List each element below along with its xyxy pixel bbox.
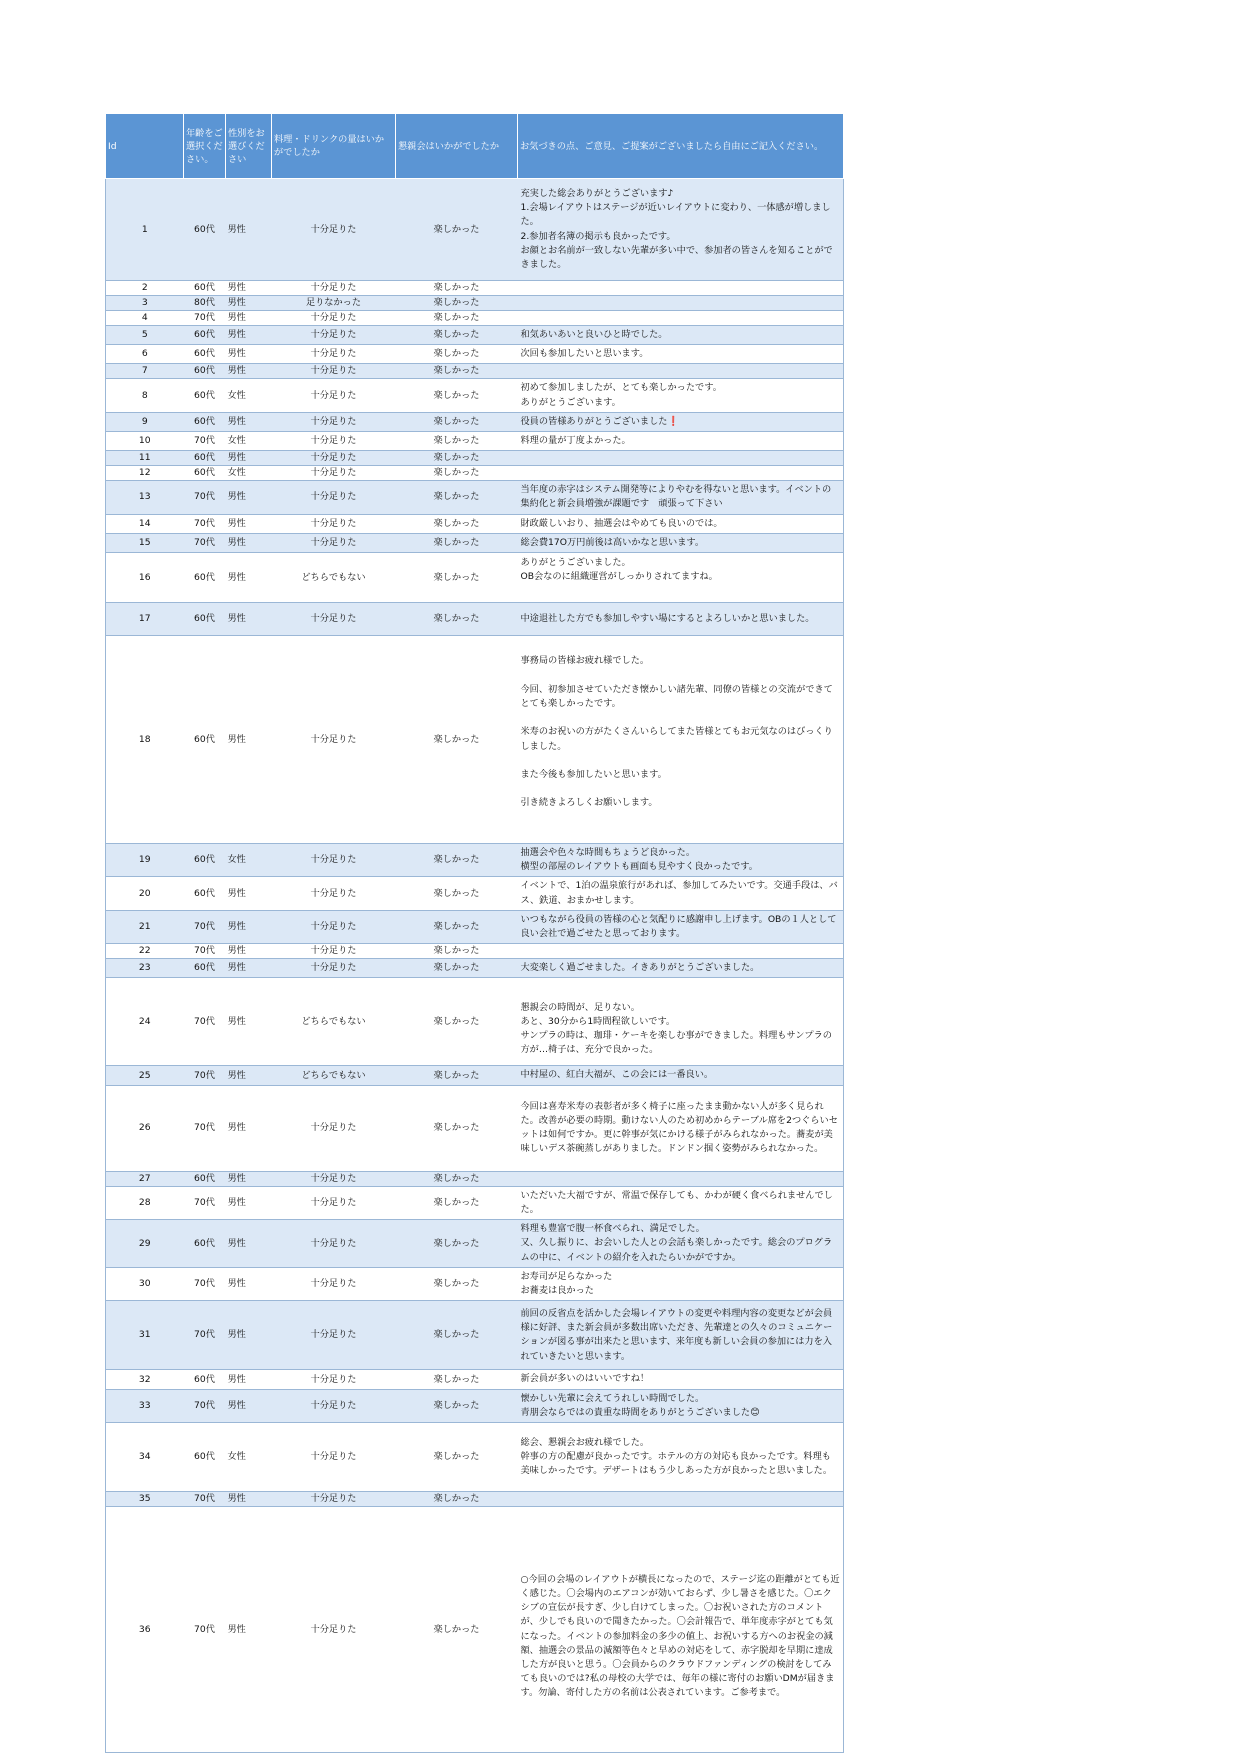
cell-party: 楽しかった — [396, 296, 518, 311]
cell-gender: 男性 — [226, 1268, 272, 1301]
cell-id: 30 — [106, 1268, 184, 1301]
cell-comment — [518, 1492, 844, 1507]
cell-party: 楽しかった — [396, 281, 518, 296]
cell-comment: 料理の量が丁度よかった。 — [518, 432, 844, 451]
cell-gender: 男性 — [226, 1301, 272, 1370]
cell-food: 十分足りた — [272, 910, 396, 943]
cell-gender: 男性 — [226, 978, 272, 1066]
cell-food: 十分足りた — [272, 1171, 396, 1186]
cell-age: 60代 — [184, 179, 226, 281]
cell-party: 楽しかった — [396, 1492, 518, 1507]
cell-party: 楽しかった — [396, 432, 518, 451]
table-row — [106, 379, 844, 412]
cell-age: 60代 — [184, 451, 226, 466]
cell-id: 26 — [106, 1085, 184, 1171]
cell-food: 十分足りた — [272, 412, 396, 431]
table-row — [106, 1507, 844, 1753]
cell-gender: 男性 — [226, 636, 272, 844]
cell-id: 24 — [106, 978, 184, 1066]
cell-age: 60代 — [184, 466, 226, 481]
cell-comment — [518, 451, 844, 466]
cell-gender: 男性 — [226, 533, 272, 552]
cell-age: 60代 — [184, 326, 226, 345]
table-row — [106, 603, 844, 636]
cell-food: 十分足りた — [272, 844, 396, 877]
table-row — [106, 514, 844, 533]
cell-id: 19 — [106, 844, 184, 877]
table-row — [106, 944, 844, 959]
table-row — [106, 364, 844, 379]
cell-food: 十分足りた — [272, 281, 396, 296]
header-row — [106, 114, 844, 179]
cell-comment: 懐かしい先輩に会えてうれしい時間でした。 青朋会ならではの貴重な時間をありがとうございました😊 — [518, 1389, 844, 1422]
cell-id: 14 — [106, 514, 184, 533]
cell-age: 60代 — [184, 412, 226, 431]
table-row — [106, 959, 844, 978]
cell-comment: 財政厳しいおり、抽選会はやめても良いのでは。 — [518, 514, 844, 533]
cell-food: 十分足りた — [272, 1268, 396, 1301]
cell-gender: 男性 — [226, 603, 272, 636]
cell-age: 70代 — [184, 1085, 226, 1171]
cell-gender: 男性 — [226, 959, 272, 978]
cell-age: 70代 — [184, 432, 226, 451]
cell-id: 31 — [106, 1301, 184, 1370]
cell-comment — [518, 296, 844, 311]
table-row — [106, 412, 844, 431]
cell-gender: 男性 — [226, 1492, 272, 1507]
cell-age: 70代 — [184, 1507, 226, 1753]
cell-id: 27 — [106, 1171, 184, 1186]
cell-comment: 今回は喜寿米寿の表彰者が多く椅子に座ったまま動かない人が多く見られた。改善が必要の時期。動けない人のため初めからテーブル席を2つぐらいセットは如何ですか。更に幹事が気にかける様子がみられなかった。蕎麦が美味しいデス茶碗蒸しがありました。ドンドン掴く姿勢がみられなかった。 — [518, 1085, 844, 1171]
cell-food: 十分足りた — [272, 379, 396, 412]
cell-food: 足りなかった — [272, 296, 396, 311]
table-row — [106, 1268, 844, 1301]
cell-comment: ありがとうございました。 OB会なのに組織運営がしっかりされてますね。 — [518, 553, 844, 603]
cell-age: 60代 — [184, 844, 226, 877]
cell-food: どちらでもない — [272, 978, 396, 1066]
cell-gender: 男性 — [226, 345, 272, 364]
cell-id: 17 — [106, 603, 184, 636]
cell-party: 楽しかった — [396, 910, 518, 943]
table-row — [106, 311, 844, 326]
cell-gender: 男性 — [226, 1389, 272, 1422]
cell-age: 60代 — [184, 636, 226, 844]
table-row — [106, 466, 844, 481]
cell-party: 楽しかった — [396, 978, 518, 1066]
cell-food: 十分足りた — [272, 179, 396, 281]
cell-comment: 初めて参加しましたが、とても楽しかったです。 ありがとうございます。 — [518, 379, 844, 412]
cell-age: 70代 — [184, 910, 226, 943]
cell-age: 60代 — [184, 364, 226, 379]
cell-id: 13 — [106, 481, 184, 514]
cell-gender: 男性 — [226, 311, 272, 326]
cell-id: 22 — [106, 944, 184, 959]
table-row — [106, 296, 844, 311]
cell-id: 23 — [106, 959, 184, 978]
cell-comment: ○今回の会場のレイアウトが横長になったので、ステージ迄の距離がとても近く感じた。〇会場内のエアコンが効いておらず、少し暑さを感じた。〇エクシブの宣伝が長すぎ、少し白けてしまった。〇お祝いされた方のコメントが、少しでも良いので聞きたかった。〇会計報告で、単年度赤字がとても気になった。イベントの参加料金の多少の値上、お祝いする方へのお祝金の減額、抽選会の景品の減額等色々と早めの対応をして、赤字脱却を早期に達成した方が良いと思う。〇会員からのクラウドファンディングの検討をしてみても良いのでは?私の母校の大学では、毎年の様に寄付のお願いDMが届きます。勿論、寄付した方の名前は公表されています。ご参考まで。 — [518, 1507, 844, 1753]
table-row — [106, 1171, 844, 1186]
cell-food: 十分足りた — [272, 944, 396, 959]
cell-comment: お寿司が足らなかった お蕎麦は良かった — [518, 1268, 844, 1301]
cell-food: 十分足りた — [272, 1186, 396, 1219]
cell-gender: 女性 — [226, 379, 272, 412]
cell-party: 楽しかった — [396, 1085, 518, 1171]
cell-id: 25 — [106, 1066, 184, 1085]
cell-gender: 男性 — [226, 481, 272, 514]
table-row — [106, 326, 844, 345]
header-comment: お気づきの点、ご意見、ご提案がございましたら自由にご記入ください。 — [518, 114, 844, 179]
cell-food: 十分足りた — [272, 1085, 396, 1171]
cell-food: どちらでもない — [272, 553, 396, 603]
cell-age: 60代 — [184, 877, 226, 910]
table-row — [106, 1423, 844, 1492]
table-row — [106, 432, 844, 451]
cell-gender: 男性 — [226, 296, 272, 311]
header-id: Id — [106, 114, 184, 179]
cell-comment: 事務局の皆様お疲れ様でした。 今回、初参加させていただき懐かしい諸先輩、同僚の皆様との交流ができてとても楽しかったです。 米寿のお祝いの方がたくさんいらしてまた皆様とてもお元気なのはびっくりしました。 また今後も参加したいと思います。 引き続きよろしくお願いします。 — [518, 636, 844, 844]
cell-food: 十分足りた — [272, 533, 396, 552]
cell-id: 18 — [106, 636, 184, 844]
cell-id: 11 — [106, 451, 184, 466]
cell-age: 70代 — [184, 1389, 226, 1422]
cell-party: 楽しかった — [396, 1507, 518, 1753]
cell-food: 十分足りた — [272, 481, 396, 514]
cell-id: 1 — [106, 179, 184, 281]
cell-party: 楽しかった — [396, 1268, 518, 1301]
cell-age: 60代 — [184, 1370, 226, 1389]
cell-id: 36 — [106, 1507, 184, 1753]
cell-food: 十分足りた — [272, 1507, 396, 1753]
cell-comment — [518, 311, 844, 326]
cell-id: 9 — [106, 412, 184, 431]
cell-comment: 新会員が多いのはいいですね！ — [518, 1370, 844, 1389]
cell-party: 楽しかった — [396, 481, 518, 514]
cell-comment — [518, 364, 844, 379]
cell-id: 21 — [106, 910, 184, 943]
cell-party: 楽しかった — [396, 514, 518, 533]
table-row — [106, 1389, 844, 1422]
cell-age: 70代 — [184, 978, 226, 1066]
cell-id: 20 — [106, 877, 184, 910]
cell-comment: 料理も豊富で腹一杯食べられ、満足でした。 又、久し振りに、お会いした人との会話も楽しかったです。総会のプログラムの中に、イベントの紹介を入れたらいかがですか。 — [518, 1220, 844, 1268]
cell-id: 32 — [106, 1370, 184, 1389]
cell-food: 十分足りた — [272, 345, 396, 364]
cell-id: 10 — [106, 432, 184, 451]
cell-party: 楽しかった — [396, 345, 518, 364]
cell-age: 70代 — [184, 514, 226, 533]
cell-gender: 男性 — [226, 1085, 272, 1171]
cell-party: 楽しかった — [396, 533, 518, 552]
cell-food: 十分足りた — [272, 1492, 396, 1507]
table-row — [106, 533, 844, 552]
survey-table — [105, 113, 844, 1753]
cell-age: 70代 — [184, 533, 226, 552]
cell-id: 16 — [106, 553, 184, 603]
table-row — [106, 1085, 844, 1171]
header-age: 年齢をご選択ください。 — [184, 114, 226, 179]
cell-food: 十分足りた — [272, 432, 396, 451]
cell-age: 60代 — [184, 1171, 226, 1186]
cell-comment — [518, 944, 844, 959]
cell-id: 7 — [106, 364, 184, 379]
cell-comment — [518, 1171, 844, 1186]
cell-party: 楽しかった — [396, 451, 518, 466]
cell-id: 12 — [106, 466, 184, 481]
cell-comment: 当年度の赤字はシステム開発等によりやむを得ないと思います。イベントの集約化と新会員増強が課題です 頑張って下さい — [518, 481, 844, 514]
cell-age: 70代 — [184, 944, 226, 959]
cell-gender: 男性 — [226, 910, 272, 943]
cell-food: 十分足りた — [272, 1389, 396, 1422]
cell-food: 十分足りた — [272, 877, 396, 910]
cell-food: 十分足りた — [272, 1220, 396, 1268]
cell-gender: 男性 — [226, 1507, 272, 1753]
cell-gender: 男性 — [226, 1370, 272, 1389]
table-row — [106, 451, 844, 466]
cell-id: 8 — [106, 379, 184, 412]
cell-gender: 男性 — [226, 877, 272, 910]
cell-party: 楽しかった — [396, 959, 518, 978]
table-row — [106, 978, 844, 1066]
cell-party: 楽しかった — [396, 326, 518, 345]
cell-gender: 女性 — [226, 432, 272, 451]
cell-age: 80代 — [184, 296, 226, 311]
cell-comment: 大変楽しく過ごせました。イきありがとうございました。 — [518, 959, 844, 978]
cell-food: 十分足りた — [272, 1423, 396, 1492]
cell-age: 70代 — [184, 1301, 226, 1370]
table-row — [106, 1492, 844, 1507]
cell-party: 楽しかった — [396, 412, 518, 431]
cell-gender: 女性 — [226, 466, 272, 481]
cell-age: 70代 — [184, 1268, 226, 1301]
cell-age: 70代 — [184, 481, 226, 514]
header-gender: 性別をお選びください — [226, 114, 272, 179]
cell-gender: 男性 — [226, 451, 272, 466]
table-row — [106, 281, 844, 296]
cell-age: 60代 — [184, 959, 226, 978]
table-row — [106, 1301, 844, 1370]
cell-gender: 男性 — [226, 1220, 272, 1268]
table-row — [106, 636, 844, 844]
cell-age: 70代 — [184, 311, 226, 326]
cell-id: 2 — [106, 281, 184, 296]
table-row — [106, 1066, 844, 1085]
cell-food: 十分足りた — [272, 466, 396, 481]
cell-food: 十分足りた — [272, 364, 396, 379]
cell-gender: 男性 — [226, 1186, 272, 1219]
cell-party: 楽しかった — [396, 603, 518, 636]
cell-id: 34 — [106, 1423, 184, 1492]
cell-age: 60代 — [184, 345, 226, 364]
cell-party: 楽しかった — [396, 553, 518, 603]
cell-party: 楽しかった — [396, 1370, 518, 1389]
cell-gender: 男性 — [226, 553, 272, 603]
cell-comment: 中村屋の、紅白大福が、この会には一番良い。 — [518, 1066, 844, 1085]
table-row — [106, 1370, 844, 1389]
cell-party: 楽しかった — [396, 636, 518, 844]
cell-food: 十分足りた — [272, 326, 396, 345]
cell-id: 4 — [106, 311, 184, 326]
cell-party: 楽しかった — [396, 379, 518, 412]
cell-party: 楽しかった — [396, 877, 518, 910]
table-row — [106, 1186, 844, 1219]
cell-age: 60代 — [184, 1220, 226, 1268]
cell-party: 楽しかった — [396, 466, 518, 481]
cell-age: 70代 — [184, 1492, 226, 1507]
cell-gender: 男性 — [226, 326, 272, 345]
cell-gender: 男性 — [226, 944, 272, 959]
cell-age: 60代 — [184, 281, 226, 296]
cell-gender: 男性 — [226, 412, 272, 431]
cell-comment: 総会費17O万円前後は高いかなと思います。 — [518, 533, 844, 552]
cell-id: 3 — [106, 296, 184, 311]
cell-comment — [518, 281, 844, 296]
cell-party: 楽しかった — [396, 1423, 518, 1492]
cell-comment: 抽選会や色々な時間もちょうど良かった。 横型の部屋のレイアウトも画面も見やすく良かったです。 — [518, 844, 844, 877]
cell-age: 60代 — [184, 1423, 226, 1492]
cell-gender: 男性 — [226, 1066, 272, 1085]
cell-food: 十分足りた — [272, 311, 396, 326]
cell-id: 33 — [106, 1389, 184, 1422]
cell-id: 28 — [106, 1186, 184, 1219]
cell-party: 楽しかった — [396, 1301, 518, 1370]
cell-comment: 総会、懇親会お疲れ様でした。 幹事の方の配慮が良かったです。ホテルの方の対応も良かったです。料理も美味しかったです。デザートはもう少しあった方が良かったと思いました。 — [518, 1423, 844, 1492]
cell-gender: 男性 — [226, 514, 272, 533]
cell-gender: 男性 — [226, 281, 272, 296]
cell-food: 十分足りた — [272, 1301, 396, 1370]
table-row — [106, 553, 844, 603]
cell-comment: 次回も参加したいと思います。 — [518, 345, 844, 364]
cell-food: 十分足りた — [272, 636, 396, 844]
cell-comment: イベントで、1泊の温泉旅行があれば、参加してみたいです。交通手段は、バス、鉄道、おまかせします。 — [518, 877, 844, 910]
cell-comment: 充実した総会ありがとうございます♪ 1.会場レイアウトはステージが近いレイアウトに変わり、一体感が増しました。 2.参加者名簿の掲示も良かったです。 お顔とお名前が一致しない先輩が多い中で、参加者の皆さんを知ることができました。 — [518, 179, 844, 281]
table-row — [106, 844, 844, 877]
cell-age: 60代 — [184, 553, 226, 603]
table-row — [106, 877, 844, 910]
cell-party: 楽しかった — [396, 1186, 518, 1219]
cell-gender: 男性 — [226, 1171, 272, 1186]
header-party: 懇親会はいかがでしたか — [396, 114, 518, 179]
cell-food: 十分足りた — [272, 451, 396, 466]
table-row — [106, 481, 844, 514]
table-row — [106, 179, 844, 281]
cell-comment: 和気あいあいと良いひと時でした。 — [518, 326, 844, 345]
cell-party: 楽しかった — [396, 844, 518, 877]
cell-age: 60代 — [184, 379, 226, 412]
table-row — [106, 345, 844, 364]
cell-id: 5 — [106, 326, 184, 345]
cell-party: 楽しかった — [396, 1220, 518, 1268]
table-row — [106, 1220, 844, 1268]
cell-comment: 懇親会の時間が、足りない。 あと、30分から1時間程欲しいです。 サンプラの時は、珈琲・ケーキを楽しむ事ができました。料理もサンプラの方が…椅子は、充分で良かった。 — [518, 978, 844, 1066]
cell-comment: いつもながら役員の皆様の心と気配りに感謝申し上げます。OBの１人として良い会社で過ごせたと思っております。 — [518, 910, 844, 943]
cell-age: 70代 — [184, 1066, 226, 1085]
cell-comment — [518, 466, 844, 481]
cell-id: 6 — [106, 345, 184, 364]
cell-food: 十分足りた — [272, 514, 396, 533]
cell-age: 70代 — [184, 1186, 226, 1219]
cell-party: 楽しかった — [396, 1389, 518, 1422]
cell-gender: 男性 — [226, 179, 272, 281]
cell-id: 15 — [106, 533, 184, 552]
cell-food: 十分足りた — [272, 959, 396, 978]
cell-id: 35 — [106, 1492, 184, 1507]
cell-party: 楽しかった — [396, 179, 518, 281]
cell-party: 楽しかった — [396, 944, 518, 959]
cell-id: 29 — [106, 1220, 184, 1268]
cell-gender: 女性 — [226, 844, 272, 877]
cell-food: 十分足りた — [272, 1370, 396, 1389]
cell-food: どちらでもない — [272, 1066, 396, 1085]
cell-gender: 女性 — [226, 1423, 272, 1492]
cell-comment: 前回の反省点を活かした会場レイアウトの変更や料理内容の変更などが会員様に好評、また新会員が多数出席いただき、先輩達との久々のコミュニケーションが図る事が出来たと思います、来年度も新しい会員の参加には力を入れていきたいと思います。 — [518, 1301, 844, 1370]
cell-gender: 男性 — [226, 364, 272, 379]
cell-party: 楽しかった — [396, 364, 518, 379]
table-row — [106, 910, 844, 943]
cell-comment: 役員の皆様ありがとうございました❗ — [518, 412, 844, 431]
cell-party: 楽しかった — [396, 311, 518, 326]
cell-comment: 中途退社した方でも参加しやすい場にするとよろしいかと思いました。 — [518, 603, 844, 636]
cell-party: 楽しかった — [396, 1066, 518, 1085]
cell-party: 楽しかった — [396, 1171, 518, 1186]
cell-comment: いただいた大福ですが、常温で保存しても、かわが硬く食べられませんでした。 — [518, 1186, 844, 1219]
header-food: 料理・ドリンクの量はいかがでしたか — [272, 114, 396, 179]
cell-age: 60代 — [184, 603, 226, 636]
cell-food: 十分足りた — [272, 603, 396, 636]
